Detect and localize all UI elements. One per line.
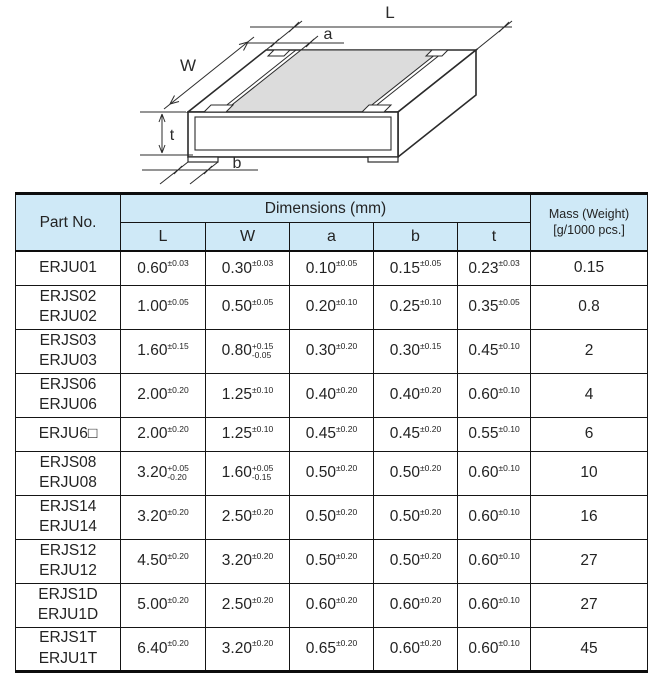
part-no: ERJU1D [37, 606, 99, 623]
dim-tolerance: +0.05 -0.15 [251, 462, 274, 483]
dim-tolerance: ±0.20 [419, 550, 442, 561]
dim-cell-L [121, 495, 206, 539]
dim-value: 0.60 [389, 596, 420, 614]
dim-tolerance: ±0.10 [498, 462, 520, 473]
part-no: ERJS02 [39, 287, 97, 305]
table-row [16, 251, 648, 285]
part-no-cell [16, 583, 121, 627]
dim-value: 0.50 [389, 552, 420, 570]
dim-value: 2.00 [137, 425, 168, 443]
dim-tolerance: ±0.20 [419, 638, 442, 649]
dim-tolerance: ±0.20 [335, 462, 358, 473]
dim-tolerance: ±0.03 [498, 258, 520, 269]
dim-tolerance: ±0.10 [498, 340, 520, 351]
table-header [16, 194, 648, 252]
dim-tolerance: ±0.10 [498, 638, 520, 649]
dim-value: 2.50 [221, 596, 252, 614]
dim-value: 6.40 [137, 639, 168, 657]
dim-cell-W [206, 495, 290, 539]
dim-tolerance: ±0.10 [498, 550, 520, 561]
dim-cell-a [290, 495, 374, 539]
mass-cell: 2 [531, 329, 648, 373]
dim-tolerance: ±0.20 [167, 594, 189, 605]
dim-tolerance: ±0.20 [419, 462, 442, 473]
part-no-cell [16, 627, 121, 671]
dim-tolerance: ±0.05 [251, 296, 274, 307]
dim-tolerance: ±0.20 [335, 423, 358, 434]
dim-cell-L [121, 417, 206, 451]
dim-value: 0.50 [305, 464, 336, 482]
mass-cell: 0.8 [531, 285, 648, 329]
dim-value: 0.60 [468, 596, 499, 614]
part-no: ERJU6□ [38, 424, 98, 442]
dim-cell-t [458, 627, 531, 671]
dim-tolerance: ±0.20 [335, 340, 358, 351]
dim-value: 0.50 [221, 298, 252, 316]
dim-value: 0.60 [468, 508, 499, 526]
dim-value: 3.20 [137, 508, 168, 526]
dimension-t-lines [140, 112, 193, 155]
dim-cell-W [206, 417, 290, 451]
dim-cell-a [290, 627, 374, 671]
part-no-cell [16, 373, 121, 417]
dim-cell-b [374, 627, 458, 671]
dim-tolerance: ±0.20 [167, 638, 189, 649]
dim-cell-t [458, 329, 531, 373]
dim-value: 0.23 [468, 259, 499, 277]
dim-tolerance: ±0.05 [167, 296, 189, 307]
dim-value: 3.20 [137, 464, 168, 482]
part-no: ERJU03 [39, 352, 97, 369]
dim-tolerance: ±0.10 [335, 296, 358, 307]
dim-cell-t [458, 495, 531, 539]
dim-value: 0.55 [468, 425, 499, 443]
header-part-no: Part No. [16, 194, 121, 252]
dim-tolerance: ±0.20 [335, 384, 358, 395]
dim-cell-b [374, 539, 458, 583]
dim-tolerance: ±0.20 [335, 594, 358, 605]
dim-cell-a [290, 451, 374, 495]
table-row [16, 417, 648, 451]
dim-tolerance: ±0.10 [498, 506, 520, 517]
dim-value: 0.40 [389, 386, 420, 404]
dim-value: 0.45 [468, 342, 499, 360]
part-no: ERJU01 [39, 259, 97, 277]
dim-cell-a [290, 583, 374, 627]
mass-cell: 4 [531, 373, 648, 417]
dim-cell-W [206, 627, 290, 671]
dim-tolerance: ±0.20 [251, 506, 274, 517]
dim-tolerance: ±0.05 [419, 258, 442, 269]
dim-cell-t [458, 417, 531, 451]
dim-value: 0.30 [221, 259, 252, 277]
dim-value: 0.50 [389, 508, 420, 526]
dim-value: 0.60 [137, 259, 168, 277]
mass-cell: 45 [531, 627, 648, 671]
dim-cell-W [206, 583, 290, 627]
dim-tolerance: ±0.20 [167, 423, 189, 434]
dimension-label-b: b [232, 155, 242, 172]
dim-tolerance: ±0.20 [251, 550, 274, 561]
dim-cell-t [458, 539, 531, 583]
dim-cell-b [374, 451, 458, 495]
dim-value: 0.60 [468, 386, 499, 404]
part-no: ERJS1D [38, 585, 98, 603]
dimensions-table-wrap [15, 192, 648, 673]
part-no-cell [16, 329, 121, 373]
part-no: ERJS14 [39, 497, 97, 515]
dim-tolerance: ±0.20 [419, 384, 442, 395]
dim-tolerance: +0.05 -0.20 [167, 462, 189, 483]
part-no: ERJU1T [38, 649, 98, 667]
dim-tolerance: ±0.10 [498, 594, 520, 605]
mass-cell: 16 [531, 495, 648, 539]
mass-cell: 10 [531, 451, 648, 495]
dim-cell-t [458, 251, 531, 285]
dim-tolerance: ±0.20 [419, 506, 442, 517]
dim-cell-t [458, 373, 531, 417]
part-no: ERJU12 [39, 562, 97, 579]
dim-value: 3.20 [221, 552, 252, 570]
table-row [16, 583, 648, 627]
dim-value: 2.50 [221, 508, 252, 526]
header-mass-line1: Mass (Weight) [548, 206, 630, 221]
dim-value: 0.30 [305, 342, 336, 360]
dim-cell-L [121, 451, 206, 495]
dim-value: 0.35 [468, 298, 499, 316]
table-row [16, 539, 648, 583]
dim-value: 0.25 [389, 298, 420, 316]
dim-tolerance: ±0.20 [419, 423, 442, 434]
part-no-cell [16, 495, 121, 539]
table-row [16, 373, 648, 417]
dim-cell-L [121, 251, 206, 285]
dimension-label-W: W [179, 56, 197, 75]
dim-cell-L [121, 329, 206, 373]
table-body [16, 251, 648, 671]
dim-value: 0.60 [468, 639, 499, 657]
header-col-L: L [121, 223, 206, 252]
dim-value: 0.15 [389, 259, 420, 277]
dim-tolerance: ±0.20 [335, 550, 358, 561]
dim-cell-t [458, 583, 531, 627]
mass-cell: 6 [531, 417, 648, 451]
part-no-cell [16, 285, 121, 329]
dim-tolerance: ±0.10 [251, 384, 274, 395]
dim-value: 3.20 [221, 639, 252, 657]
dim-cell-L [121, 627, 206, 671]
dim-cell-a [290, 373, 374, 417]
dim-value: 0.20 [305, 298, 336, 316]
dim-cell-W [206, 251, 290, 285]
part-no-cell [16, 539, 121, 583]
dim-value: 1.25 [221, 386, 252, 404]
part-no-cell [16, 451, 121, 495]
part-no-cell [16, 251, 121, 285]
dim-value: 0.10 [305, 259, 336, 277]
table-row [16, 495, 648, 539]
part-no: ERJU08 [39, 474, 97, 491]
mass-cell: 0.15 [531, 251, 648, 285]
dim-cell-a [290, 251, 374, 285]
dim-tolerance: ±0.05 [498, 296, 520, 307]
dim-cell-b [374, 329, 458, 373]
dim-cell-b [374, 583, 458, 627]
dim-tolerance: +0.15 -0.05 [251, 340, 274, 361]
header-mass [531, 194, 648, 252]
dim-value: 0.60 [468, 464, 499, 482]
dim-value: 1.60 [221, 464, 252, 482]
dim-value: 0.60 [305, 596, 336, 614]
mass-cell: 27 [531, 583, 648, 627]
dim-cell-b [374, 285, 458, 329]
part-no: ERJU02 [39, 308, 97, 325]
part-no: ERJS03 [39, 331, 97, 349]
chip-front-face [188, 112, 398, 162]
dim-value: 5.00 [137, 596, 168, 614]
dim-value: 0.65 [305, 639, 336, 657]
dim-value: 1.00 [137, 298, 168, 316]
dim-tolerance: ±0.03 [167, 258, 189, 269]
part-no: ERJU14 [39, 518, 97, 535]
dim-cell-b [374, 495, 458, 539]
dim-cell-a [290, 539, 374, 583]
dim-tolerance: ±0.20 [335, 638, 358, 649]
part-no: ERJS08 [39, 453, 97, 471]
dim-value: 1.60 [137, 342, 168, 360]
dim-tolerance: ±0.20 [251, 594, 274, 605]
dim-tolerance: ±0.20 [419, 594, 442, 605]
dim-value: 0.40 [305, 386, 336, 404]
dimension-label-L: L [385, 3, 395, 22]
header-dimensions: Dimensions (mm) [121, 194, 531, 223]
dim-value: 0.60 [389, 639, 420, 657]
header-mass-line2: [g/1000 pcs.] [553, 222, 625, 237]
dimension-label-t: t [169, 127, 175, 144]
dim-value: 0.80 [221, 342, 252, 360]
dim-tolerance: ±0.20 [167, 550, 189, 561]
dimension-L-lines [250, 21, 512, 50]
part-no-cell [16, 417, 121, 451]
dim-value: 2.00 [137, 386, 168, 404]
dim-value: 0.30 [389, 342, 420, 360]
dim-tolerance: ±0.10 [498, 423, 520, 434]
part-no: ERJS1T [39, 629, 97, 647]
table-row [16, 329, 648, 373]
dimension-label-a: a [323, 26, 333, 43]
dim-cell-b [374, 373, 458, 417]
part-no: ERJS12 [39, 541, 97, 559]
dim-value: 4.50 [137, 552, 168, 570]
dim-cell-W [206, 539, 290, 583]
header-col-a: a [290, 223, 374, 252]
table-row [16, 451, 648, 495]
component-dimension-diagram [0, 0, 662, 192]
dim-tolerance: ±0.15 [167, 340, 189, 351]
dim-cell-t [458, 451, 531, 495]
dim-tolerance: ±0.20 [167, 506, 189, 517]
dim-value: 0.50 [305, 508, 336, 526]
dim-cell-a [290, 329, 374, 373]
dim-tolerance: ±0.15 [419, 340, 442, 351]
dim-cell-W [206, 285, 290, 329]
dim-tolerance: ±0.03 [251, 258, 274, 269]
dim-cell-b [374, 417, 458, 451]
dim-cell-a [290, 285, 374, 329]
dim-tolerance: ±0.20 [335, 506, 358, 517]
dimensions-table [15, 192, 648, 673]
dim-tolerance: ±0.10 [419, 296, 442, 307]
dim-value: 0.50 [389, 464, 420, 482]
header-col-t: t [458, 223, 531, 252]
dim-value: 0.50 [305, 552, 336, 570]
dim-value: 0.60 [468, 552, 499, 570]
dim-tolerance: ±0.20 [167, 384, 189, 395]
dim-cell-L [121, 373, 206, 417]
dim-cell-t [458, 285, 531, 329]
dim-value: 0.45 [389, 425, 420, 443]
dim-cell-W [206, 373, 290, 417]
part-no: ERJS06 [39, 375, 97, 393]
dim-tolerance: ±0.20 [251, 638, 274, 649]
part-no: ERJU06 [39, 396, 97, 413]
dim-value: 0.45 [305, 425, 336, 443]
dim-cell-b [374, 251, 458, 285]
dim-tolerance: ±0.10 [251, 423, 274, 434]
table-row [16, 627, 648, 671]
dim-cell-W [206, 329, 290, 373]
dim-tolerance: ±0.05 [335, 258, 358, 269]
dim-tolerance: ±0.10 [498, 384, 520, 395]
table-row [16, 285, 648, 329]
dim-cell-W [206, 451, 290, 495]
dim-value: 1.25 [221, 425, 252, 443]
dim-cell-L [121, 285, 206, 329]
mass-cell: 27 [531, 539, 648, 583]
header-col-b: b [374, 223, 458, 252]
dim-cell-L [121, 539, 206, 583]
header-col-W: W [206, 223, 290, 252]
dim-cell-a [290, 417, 374, 451]
dim-cell-L [121, 583, 206, 627]
